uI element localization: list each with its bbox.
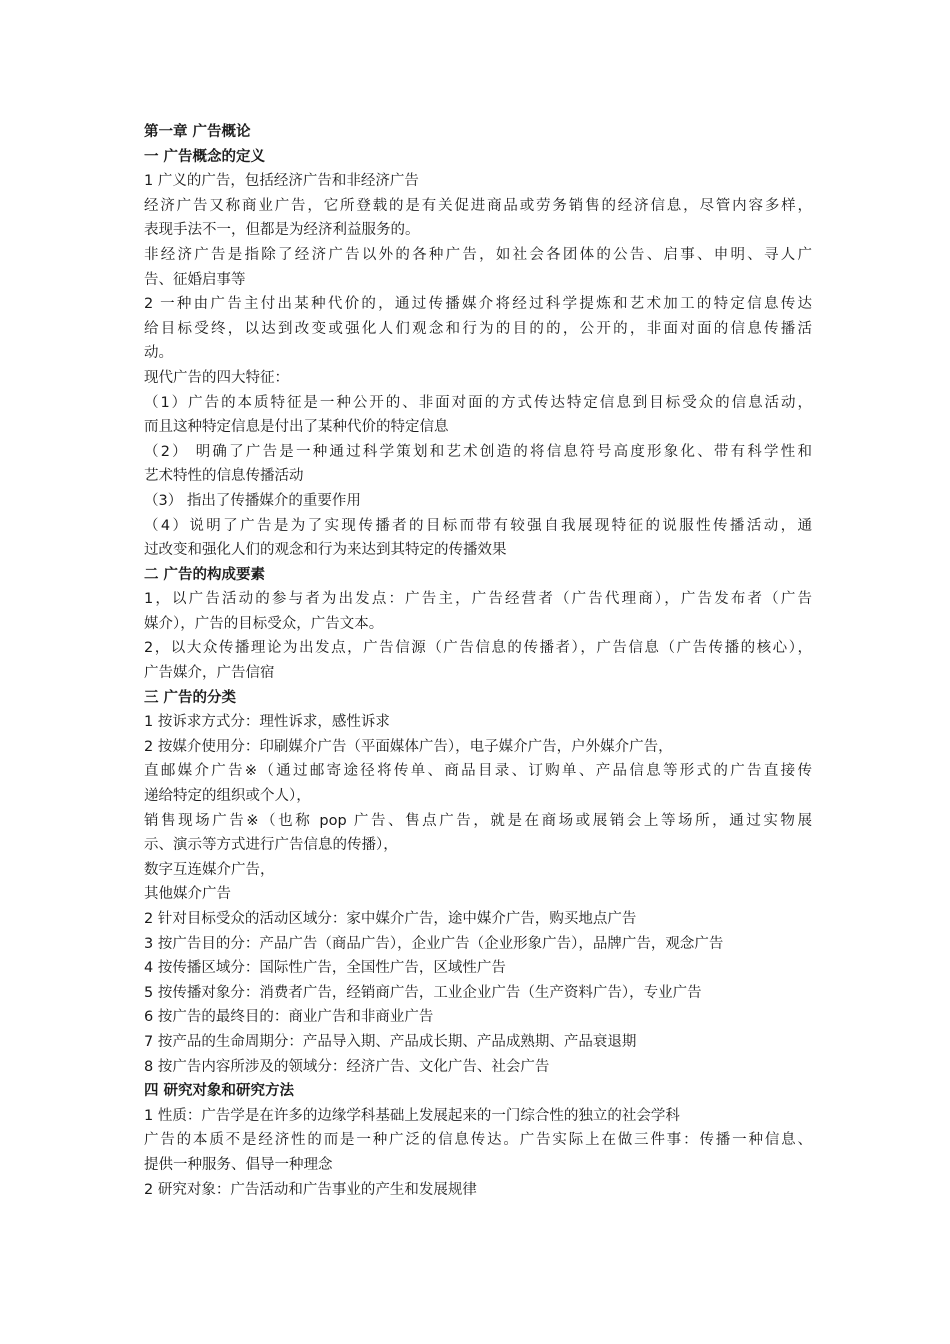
text-line: 直邮媒介广告※（通过邮寄途径将传单、商品目录、订购单、产品信息等形式的广告直接传 — [144, 763, 812, 780]
text-line: 递给特定的组织或个人）， — [144, 788, 311, 805]
text-line: 销售现场广告※（也称 pop 广告、售点广告，就是在商场或展销会上等场所，通过实物展 — [144, 812, 812, 829]
section-heading: 二 广告的构成要素 — [144, 566, 266, 583]
document-body — [144, 120, 812, 1202]
text-line: （1）广告的本质特征是一种公开的、非面对面的方式传达特定信息到目标受众的信息活动， — [144, 394, 812, 411]
section-heading: 第一章 广告概论 — [144, 124, 251, 140]
text-line: （4）说明了广告是为了实现传播者的目标而带有较强自我展现特征的说服性传播活动，通 — [144, 517, 812, 534]
text-line: 2 一种由广告主付出某种代价的，通过传播媒介将经过科学提炼和艺术加工的特定信息传达 — [144, 296, 812, 313]
text-line: 动。 — [144, 345, 173, 362]
text-line: 广告媒介，广告信宿 — [144, 665, 275, 682]
text-line: 2 按媒介使用分：印刷媒介广告（平面媒体广告），电子媒介广告，户外媒介广告， — [144, 738, 673, 755]
section-heading: 一 广告概念的定义 — [144, 148, 266, 165]
text-line: 其他媒介广告 — [144, 886, 231, 903]
text-line: 7 按产品的生命周期分：产品导入期、产品成长期、产品成熟期、产品衰退期 — [144, 1033, 637, 1050]
text-line: 2，以大众传播理论为出发点，广告信源（广告信息的传播者），广告信息（广告传播的核心）， — [144, 640, 812, 657]
text-line: 2 研究对象：广告活动和广告事业的产生和发展规律 — [144, 1181, 477, 1198]
text-line: 表现手法不一，但都是为经济利益服务的。 — [144, 222, 420, 239]
text-line: 提供一种服务、倡导一种理念 — [144, 1156, 333, 1173]
text-line: 1 按诉求方式分：理性诉求，感性诉求 — [144, 714, 390, 731]
text-line: 数字互连媒介广告， — [144, 861, 275, 878]
text-line: 经济广告又称商业广告，它所登载的是有关促进商品或劳务销售的经济信息，尽管内容多样， — [144, 197, 812, 214]
text-line: 示、演示等方式进行广告信息的传播）， — [144, 837, 398, 854]
text-line: 而且这种特定信息是付出了某种代价的特定信息 — [144, 419, 449, 436]
text-line: 非经济广告是指除了经济广告以外的各种广告，如社会各团体的公告、启事、申明、寻人广 — [144, 246, 812, 263]
text-line: 1 性质：广告学是在许多的边缘学科基础上发展起来的一门综合性的独立的社会学科 — [144, 1107, 680, 1124]
text-line: 媒介），广告的目标受众，广告文本。 — [144, 615, 384, 632]
text-line: 告、征婚启事等 — [144, 271, 246, 288]
text-line: 1 广义的广告，包括经济广告和非经济广告 — [144, 173, 419, 190]
text-line: 广告的本质不是经济性的而是一种广泛的信息传达。广告实际上在做三件事：传播一种信息、 — [144, 1132, 812, 1149]
text-line: 现代广告的四大特征： — [144, 369, 289, 386]
text-line: 给目标受终，以达到改变或强化人们观念和行为的目的的，公开的，非面对面的信息传播活 — [144, 320, 812, 337]
text-line: 艺术特性的信息传播活动 — [144, 468, 304, 485]
section-heading: 三 广告的分类 — [144, 689, 237, 706]
text-line: 3 按广告目的分：产品广告（商品广告），企业广告（企业形象广告），品牌广告，观念广告 — [144, 935, 724, 952]
section-heading: 四 研究对象和研究方法 — [144, 1083, 295, 1100]
text-line: 2 针对目标受众的活动区域分：家中媒介广告，途中媒介广告，购买地点广告 — [144, 911, 637, 927]
text-line: 4 按传播区域分：国际性广告，全国性广告，区域性广告 — [144, 960, 506, 977]
text-line: 过改变和强化人们的观念和行为来达到其特定的传播效果 — [144, 542, 507, 559]
text-line: 1，以广告活动的参与者为出发点：广告主，广告经营者（广告代理商），广告发布者（广告 — [144, 591, 812, 608]
text-line: （3） 指出了传播媒介的重要作用 — [144, 492, 361, 509]
text-line: 8 按广告内容所涉及的领域分：经济广告、文化广告、社会广告 — [144, 1058, 550, 1075]
text-line: （2） 明确了广告是一种通过科学策划和艺术创造的将信息符号高度形象化、带有科学性和 — [144, 443, 812, 460]
text-line: 6 按广告的最终目的：商业广告和非商业广告 — [144, 1009, 434, 1026]
text-line: 5 按传播对象分：消费者广告，经销商广告，工业企业广告（生产资料广告），专业广告 — [144, 984, 702, 1001]
